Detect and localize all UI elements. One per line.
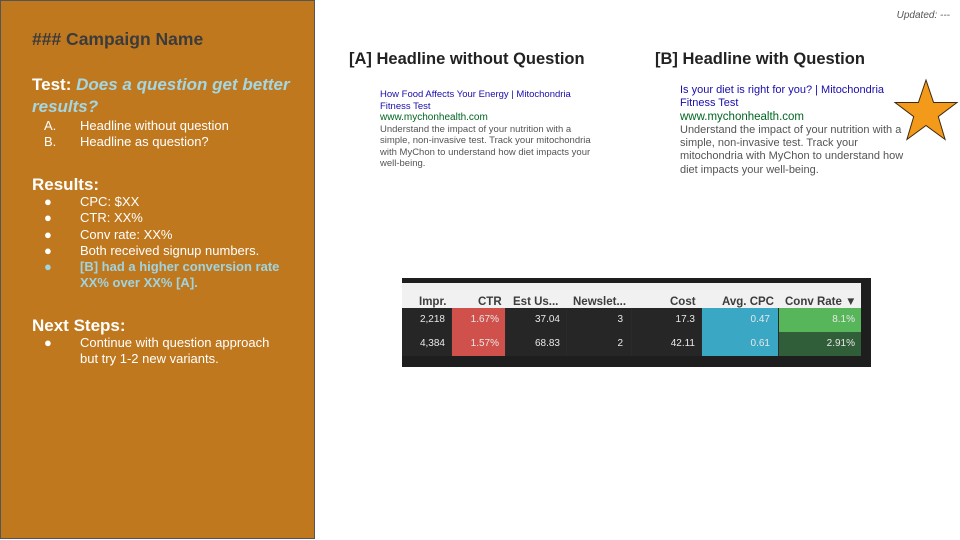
next-steps-list bbox=[44, 335, 284, 368]
cell-impr: 4,384 bbox=[402, 332, 452, 356]
col-avg-cpc[interactable]: Avg. CPC bbox=[722, 296, 774, 308]
cell-newsletter: 2 bbox=[567, 332, 632, 356]
cell-avg-cpc: 0.47 bbox=[702, 308, 779, 332]
test-label: Test bbox=[32, 75, 66, 94]
col-est-users[interactable]: Est Us... bbox=[513, 296, 559, 308]
list-marker: B. bbox=[44, 134, 57, 150]
list-item bbox=[44, 134, 284, 150]
list-item-text: [B] had a higher conversion rate XX% over XX% [A]. bbox=[80, 259, 280, 291]
list-item bbox=[44, 210, 284, 226]
star-icon bbox=[893, 78, 959, 144]
ad-a-preview bbox=[380, 89, 595, 170]
left-panel bbox=[0, 0, 315, 539]
ad-b-heading: [B] Headline with Question bbox=[655, 50, 865, 68]
col-newsletter[interactable]: Newslet... bbox=[573, 296, 627, 308]
bullet-icon: ● bbox=[44, 226, 52, 242]
cell-newsletter: 3 bbox=[567, 308, 632, 332]
cell-impr: 2,218 bbox=[402, 308, 452, 332]
results-heading bbox=[32, 174, 99, 196]
list-item bbox=[44, 243, 284, 259]
cell-ctr: 1.57% bbox=[452, 332, 506, 356]
test-colon: : bbox=[65, 75, 72, 94]
cell-conv-rate: 2.91% bbox=[779, 332, 861, 356]
ad-a-description: Understand the impact of your nutrition with a simple, non-invasive test. Track your mitochondria with MyChon to understand how diet impacts your well-being. bbox=[380, 123, 591, 169]
ad-a-title[interactable]: How Food Affects Your Energy | Mitochondria Fitness Test bbox=[380, 89, 571, 112]
list-item bbox=[44, 194, 284, 210]
test-heading bbox=[32, 74, 292, 118]
bullet-icon: ● bbox=[44, 259, 52, 275]
next-steps-heading bbox=[32, 315, 126, 337]
next-steps-label: Next Steps bbox=[32, 316, 120, 335]
list-item bbox=[44, 335, 284, 368]
cell-est-users: 68.83 bbox=[506, 332, 567, 356]
list-item bbox=[44, 227, 284, 243]
results-label: Results bbox=[32, 175, 94, 194]
table-row bbox=[402, 308, 862, 332]
bullet-icon: ● bbox=[44, 335, 52, 350]
list-item-highlight bbox=[44, 259, 284, 292]
ad-a-heading: [A] Headline without Question bbox=[349, 50, 585, 68]
test-list bbox=[44, 118, 284, 151]
col-impr[interactable]: Impr. bbox=[419, 296, 447, 308]
col-cost[interactable]: Cost bbox=[670, 296, 696, 308]
bullet-icon: ● bbox=[44, 242, 52, 258]
cell-cost: 42.11 bbox=[632, 332, 702, 356]
list-item-text: Conv rate: XX% bbox=[80, 226, 173, 242]
list-item bbox=[44, 118, 284, 134]
col-ctr[interactable]: CTR bbox=[478, 296, 502, 308]
next-steps-colon: : bbox=[119, 316, 126, 335]
table-row bbox=[402, 332, 862, 356]
ad-b-title[interactable]: Is your diet is right for you? | Mitochondria Fitness Test bbox=[680, 84, 885, 110]
ad-b-url: www.mychonhealth.com bbox=[680, 110, 804, 123]
ad-b-preview bbox=[680, 84, 915, 177]
cell-est-users: 37.04 bbox=[506, 308, 567, 332]
results-colon: : bbox=[93, 175, 100, 194]
performance-table bbox=[402, 278, 871, 367]
results-list bbox=[44, 194, 284, 292]
test-question: Does a question get better results? bbox=[32, 75, 290, 116]
list-item-text: Headline as question? bbox=[80, 134, 209, 150]
list-item-text: Both received signup numbers. bbox=[80, 242, 260, 258]
list-item-text: Continue with question approach but try 1-2 new variants. bbox=[80, 335, 270, 367]
list-item-text: Headline without question bbox=[80, 118, 229, 133]
bullet-icon: ● bbox=[44, 210, 52, 226]
list-item-text: CPC: $XX bbox=[80, 194, 140, 209]
cell-cost: 17.3 bbox=[632, 308, 702, 332]
cell-conv-rate: 8.1% bbox=[779, 308, 861, 332]
bullet-icon: ● bbox=[44, 194, 52, 209]
cell-avg-cpc: 0.61 bbox=[702, 332, 779, 356]
col-conv-rate[interactable]: Conv Rate ▼ bbox=[785, 296, 857, 308]
list-item-text: CTR: XX% bbox=[80, 210, 143, 226]
list-marker: A. bbox=[44, 118, 57, 133]
cell-ctr: 1.67% bbox=[452, 308, 506, 332]
campaign-name: ### Campaign Name bbox=[32, 29, 204, 49]
updated-label: Updated: --- bbox=[896, 10, 950, 21]
ad-b-description: Understand the impact of your nutrition with a simple, non-invasive test. Track your mitochondria with MyChon to understand how diet impacts your well-being. bbox=[680, 123, 904, 176]
ad-a-url: www.mychonhealth.com bbox=[380, 112, 488, 123]
